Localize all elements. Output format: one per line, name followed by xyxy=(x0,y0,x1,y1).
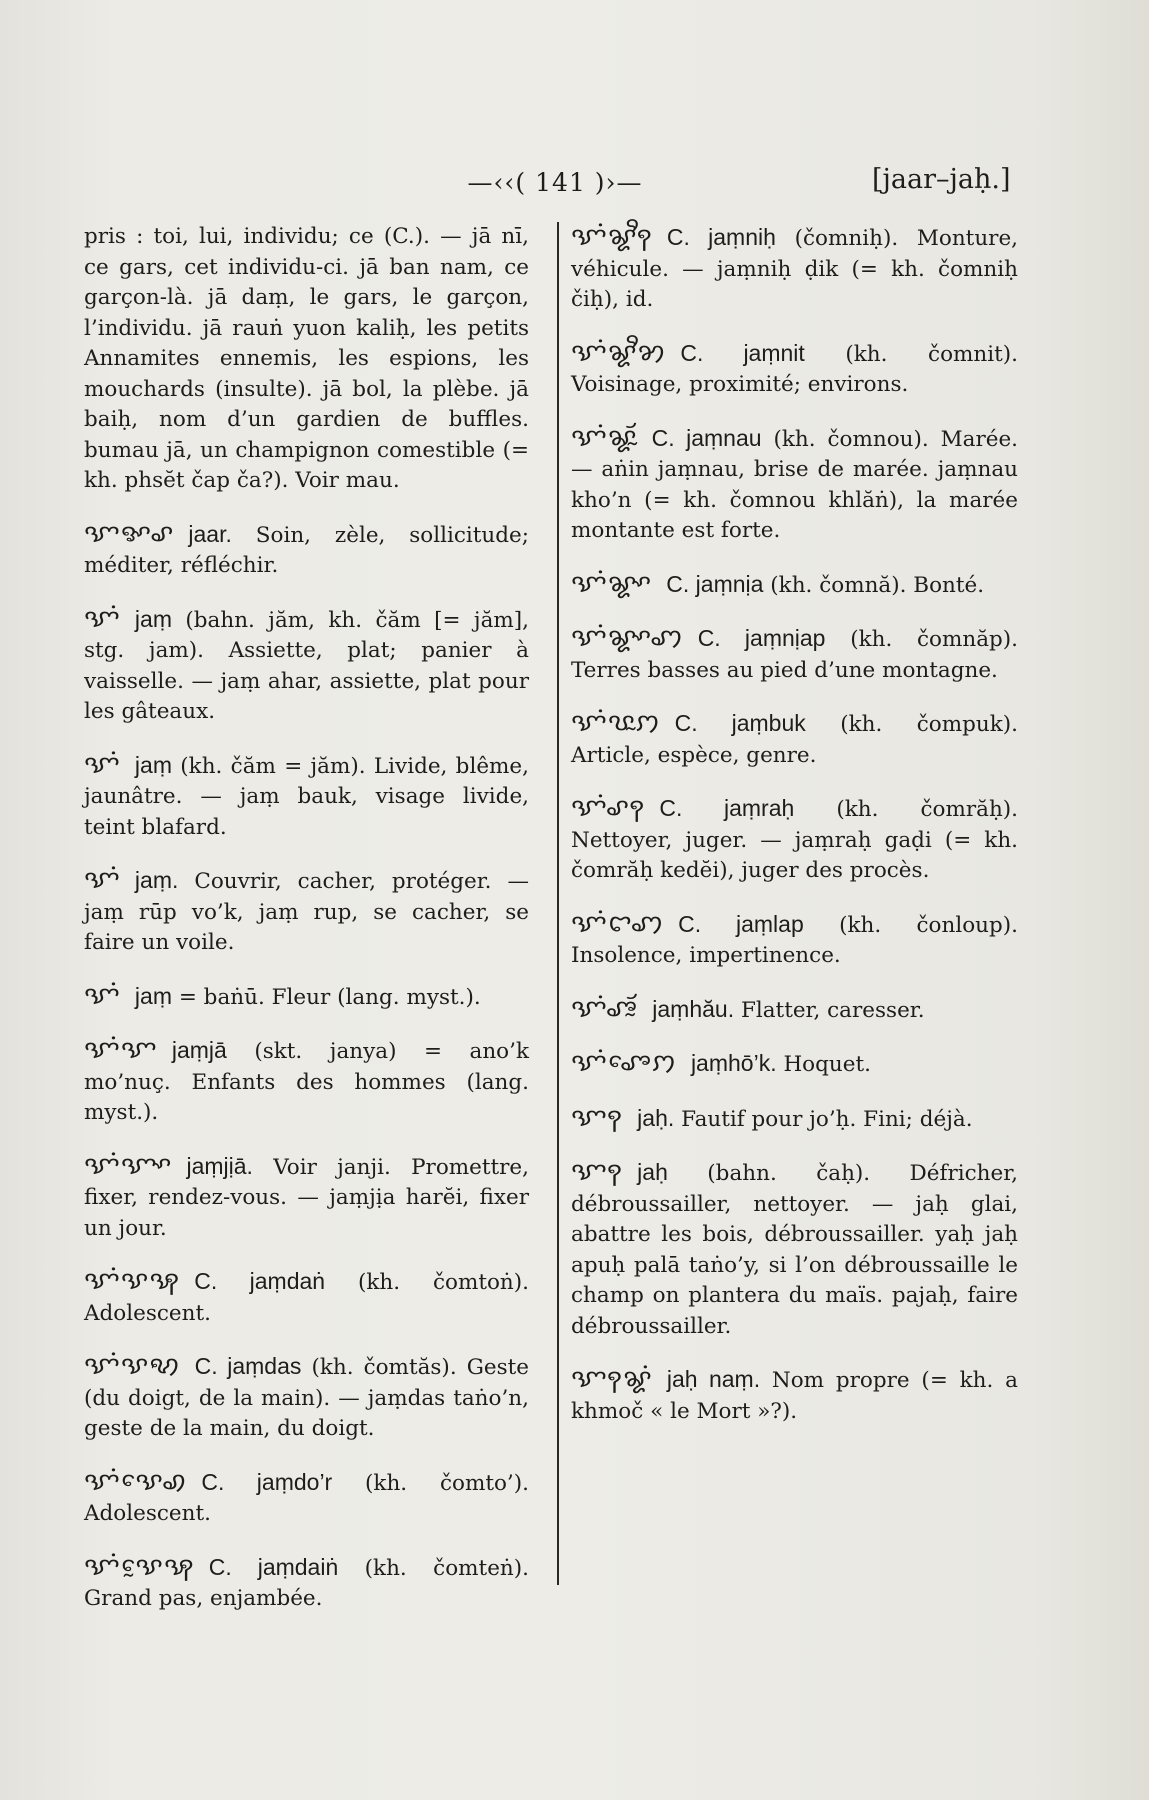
headword: jaṃhău. xyxy=(652,995,735,1022)
definition: (kh. čomnit). Voisinage, proximité; environs. xyxy=(571,341,1019,397)
cham-script-headword: ꨎꩌꨕꨯꩉ xyxy=(84,1467,188,1496)
dictionary-entry xyxy=(84,1552,529,1615)
dictionary-entry xyxy=(84,865,529,959)
definition: (skt. janya) = ano’k mo’nuç. Enfants des hommes (lang. myst.). xyxy=(84,1039,529,1125)
cham-script-headword: ꨎꩌ xyxy=(84,604,121,633)
dictionary-entry xyxy=(84,750,529,844)
definition: Voir janji. Promettre, fixer, rendez-vous. — jaṃjịa harĕi, fixer un jour. xyxy=(84,1154,529,1241)
definition: Couvrir, cacher, protéger. — jaṃ rūp vo’k, jaṃ rup, se cacher, se faire un voile. xyxy=(84,869,529,955)
headword: jaṃ xyxy=(134,982,172,1009)
definition: Hoquet. xyxy=(783,1052,871,1077)
dictionary-entry xyxy=(571,1048,1018,1081)
definition: (čomniḥ). Monture, véhicule. — jaṃniḥ ḍik (= kh. čomniḥ čiḥ), id. xyxy=(571,226,1018,312)
cham-script-headword: ꨎꩌꨨꨯꩀ xyxy=(571,1048,677,1077)
dictionary-entry xyxy=(571,1103,1018,1136)
dictionary-entry xyxy=(84,981,529,1014)
cham-script-headword: ꨎꩌꨕꩋ xyxy=(84,1351,181,1380)
dictionary-entry xyxy=(84,1035,529,1129)
cham-script-headword: ꨎꩌ xyxy=(84,865,121,894)
continued-entry: pris : toi, lui, individu; ce (C.). — jā nī, ce gars, cet individu-ci. jā ban nam, ce garçon-là. jā daṃ, le gars, le garçon, l’individu. jā rauṅ yuon kaliḥ, les petits Annamites ennemis, les espions, les mouchards (insulte). jā bol, la plèbe. jā baiḥ, nom d’un gardien de buffles. bumau jā, un champignon comestible (= kh. phsĕt čap ča?). Voir mau. xyxy=(84,224,529,493)
cham-script-headword: ꨎꩌꨤꩇ xyxy=(571,909,665,938)
dictionary-entry xyxy=(571,569,1018,602)
definition: Fautif pour jo’ḥ. Fini; déjà. xyxy=(681,1106,973,1132)
definition: Nom propre (= kh. a khmoč « le Mort »?). xyxy=(571,1368,1018,1424)
dictionary-entry xyxy=(571,338,1018,401)
cham-script-headword: ꨎꩌꨘꨮꨭ xyxy=(571,423,638,452)
cham-script-headword: ꨎꩌ xyxy=(84,750,121,779)
right-column xyxy=(571,222,1018,1449)
headword: C. jaṃnịap xyxy=(697,625,826,651)
dictionary-entry xyxy=(571,1157,1018,1342)
headword: jaṃjā xyxy=(171,1037,227,1063)
headword: C. jaṃniḥ xyxy=(666,224,776,250)
definition: (kh. čomnăp). Terres basses au pied d’une montagne. xyxy=(571,627,1018,683)
dictionary-entry xyxy=(571,909,1018,972)
left-column xyxy=(84,222,529,1637)
headword: jaar. xyxy=(188,520,232,547)
definition: (kh. čomnou). Marée. — aṅin jaṃnau, brise de marée. jaṃnau kho’n (= kh. čomnou khlăṅ), la marée montante est forte. xyxy=(571,426,1019,543)
definition: (kh. čomteṅ). Grand pas, enjambée. xyxy=(84,1555,529,1611)
headword: jaṃjịā. xyxy=(186,1152,253,1179)
headword: jaṃ xyxy=(134,751,172,778)
headword: jaṃ xyxy=(134,605,172,632)
dictionary-entry xyxy=(84,604,529,728)
headword: C. jaṃbuk xyxy=(674,710,806,736)
dictionary-entry xyxy=(571,222,1018,316)
cham-script-headword: ꨎꩌꨎꨳ xyxy=(84,1151,173,1180)
running-head: [jaar–jaḥ.] xyxy=(872,164,1011,195)
cham-script-headword: ꨎꩌꨘꨳ xyxy=(571,569,653,598)
cham-script-headword: ꨎꨀꨣ xyxy=(84,519,175,548)
cham-script-headword: ꨎꩍꨘꩌ xyxy=(571,1364,653,1393)
cham-script-headword: ꨎꩌꨎ xyxy=(84,1035,158,1064)
cham-script-headword: ꨎꩌꨕꨰꩂ xyxy=(84,1552,195,1581)
definition: Soin, zèle, sollicitude; méditer, réfléchir. xyxy=(84,522,529,578)
headword: jaḥ naṃ. xyxy=(666,1366,761,1392)
dictionary-entry xyxy=(571,708,1018,771)
dictionary-entry xyxy=(571,1364,1018,1427)
definition: (kh. čonloup). Insolence, impertinence. xyxy=(571,912,1018,968)
cham-script-headword: ꨎꩌ xyxy=(84,981,121,1010)
headword: jaṃhō’k. xyxy=(690,1050,777,1076)
cham-script-headword: ꨎꩌꨘꨪꩄ xyxy=(571,338,667,367)
dictionary-entry xyxy=(84,1266,529,1329)
dictionary-entry xyxy=(84,519,529,582)
dictionary-entry xyxy=(571,793,1018,887)
dictionary-entry xyxy=(571,423,1018,547)
definition: (kh. čomtoṅ). Adolescent. xyxy=(84,1270,529,1326)
headword: C. jaṃdaiṅ xyxy=(208,1553,339,1580)
definition: = baṅū. Fleur (lang. myst.). xyxy=(178,984,481,1010)
definition: (kh. čomto’). Adolescent. xyxy=(84,1470,529,1526)
cham-script-headword: ꨎꩌꨕꩂ xyxy=(84,1266,181,1295)
column-divider xyxy=(557,222,559,1585)
dictionary-entry xyxy=(84,1151,529,1245)
headword: C. jaṃlap xyxy=(678,910,804,937)
page-number: —‹‹( 141 )›— xyxy=(467,168,643,197)
headword: C. jaṃdo’r xyxy=(201,1468,333,1495)
cham-script-headword: ꨎꩍ xyxy=(571,1103,624,1132)
cham-script-headword: ꨎꩌꨘꨪꩍ xyxy=(571,222,653,251)
dictionary-entry xyxy=(571,994,1018,1027)
definition: (kh. čăm = jăm). Livide, blême, jaunâtre. — jaṃ bauk, visage livide, teint blafard. xyxy=(84,753,529,840)
cham-script-headword: ꨎꩌꨣꩍ xyxy=(571,793,646,822)
headword: jaṃ. xyxy=(134,867,179,893)
definition: (kh. čomtăs). Geste (du doigt, de la main). — jaṃdas taṅo’n, geste de la main, du doigt. xyxy=(84,1355,529,1441)
dictionary-entry xyxy=(84,1467,529,1530)
headword: jaḥ. xyxy=(637,1104,675,1131)
definition: (bahn. čaḥ). Défricher, débroussailler, nettoyer. — jaḥ glai, abattre les bois, débroussailler. yaḥ jaḥ apuḥ palā taṅo’y, si l’on débroussaille le champ on plantera du maïs. pajaḥ, faire débroussailler. xyxy=(571,1161,1018,1339)
definition: (kh. čomrăḥ). Nettoyer, juger. — jaṃraḥ gaḍi (= kh. čomrăḥ kedĕi), juger des procès. xyxy=(571,797,1019,883)
headword: C. jaṃnịa xyxy=(666,570,764,597)
cham-script-headword: ꨎꩌꨝꨭꩀ xyxy=(571,708,661,737)
headword: C. jaṃnau xyxy=(651,424,762,451)
cham-script-headword: ꨎꩌꨘꨳꩇ xyxy=(571,623,684,652)
cham-script-headword: ꨎꩌꨨꨮꨭ xyxy=(571,994,639,1023)
dictionary-entry xyxy=(571,623,1018,686)
headword: C. jaṃdas xyxy=(194,1353,302,1379)
definition: (kh. čomnă). Bonté. xyxy=(770,572,985,598)
headword: C. jaṃnit xyxy=(680,339,805,366)
definition: (bahn. jăm, kh. čăm [= jăm], stg. jam). Assiette, plat; panier à vaisselle. — jaṃ ahar, assiette, plat pour les gâteaux. xyxy=(84,607,530,724)
definition: (kh. čompuk). Article, espèce, genre. xyxy=(571,712,1018,768)
dictionary-entry xyxy=(84,1351,529,1445)
cham-script-headword: ꨎꩍ xyxy=(571,1157,624,1186)
headword: jaḥ xyxy=(637,1159,668,1185)
headword: C. jaṃraḥ xyxy=(659,795,795,821)
definition: Flatter, caresser. xyxy=(740,997,925,1023)
headword: C. jaṃdaṅ xyxy=(194,1268,326,1294)
